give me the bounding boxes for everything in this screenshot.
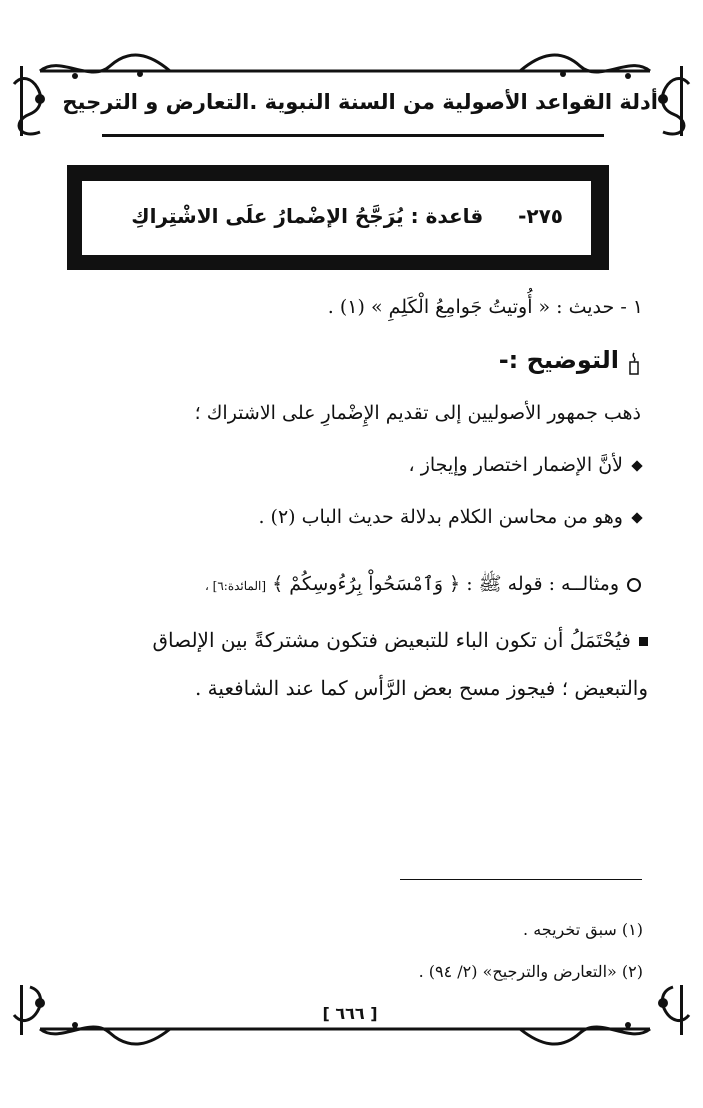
footnote-1: (١) سبق تخريجه . (523, 920, 643, 939)
footnote-2: (٢) «التعارض والترجيح» (٢/ ٩٤) . (418, 962, 643, 981)
circle-bullet-icon (627, 578, 641, 592)
rule-text: قاعدة : يُرَجَّحُ الإضْمارُ علَى الاشْتِراكِ (131, 204, 484, 228)
bullet-diamond-icon (631, 512, 642, 523)
bullet-text: لأنَّ الإضمار اختصار وإيجاز ، (408, 454, 623, 476)
section-heading (341, 346, 641, 376)
running-header-title: أدلة القواعد الأصولية من السنة النبوية .التعارض و الترجيح (62, 90, 658, 114)
quran-reference: [المائدة:٦] ، (204, 579, 267, 593)
header-rule (102, 134, 604, 137)
paragraph-2 (28, 628, 648, 652)
bullet-item (41, 506, 641, 528)
paragraph-2-text: فيُحْتَمَلُ أن تكون الباء للتبعيض فتكون مشتركةً بين الإلصاق (152, 628, 631, 652)
bullet-item (41, 454, 641, 476)
square-bullet-icon (639, 637, 648, 646)
candle-icon (627, 352, 641, 376)
paragraph-1: ذهب جمهور الأصوليين إلى تقديم الإِضْمارِ على الاشتراك ؛ (194, 402, 641, 424)
example-line (41, 572, 641, 600)
bullet-text: وهو من محاسن الكلام بدلالة حديث الباب (٢) . (258, 506, 623, 528)
hadith-line: ١ - حديث : « أُوتيتُ جَوامِعُ الْكَلِمِ » (١) . (327, 296, 643, 318)
paragraph-3: والتبعيض ؛ فيجوز مسح بعض الرَّأس كما عند الشافعية . (194, 676, 648, 700)
footnote-separator (400, 879, 642, 880)
page-number: [ ٦٦٦ ] (322, 1004, 378, 1023)
rule-title (123, 204, 563, 228)
bullet-diamond-icon (631, 460, 642, 471)
heading-text: التوضيح :- (498, 346, 619, 374)
rule-number: ٢٧٥- (518, 204, 563, 228)
example-lead: ومثالــه : قوله ﷺ : ﴿ وَٱمْسَحُواْ بِرُءُوسِكُمْ ﴾ (272, 573, 619, 595)
